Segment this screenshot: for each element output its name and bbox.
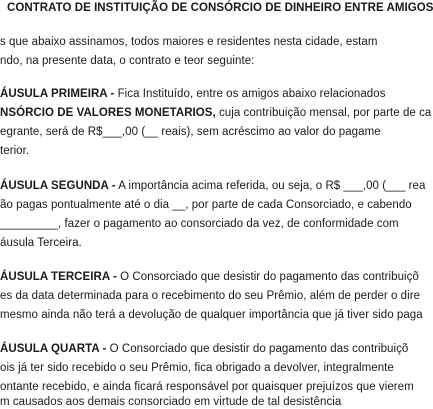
document-title: CONTRATO DE INSTITUIÇÃO DE CONSÓRCIO DE DINHEIRO ENTRE AMIGOS <box>7 2 433 14</box>
clause-3-heading: ÁUSULA TERCEIRA - <box>0 271 117 283</box>
clause-2-heading: ÁUSULA SEGUNDA - <box>0 180 116 192</box>
clause-2-text: A importância acima referida, ou seja, o R$ ___,00 (___ rea <box>115 180 426 192</box>
clause-1-line-2 <box>0 106 431 120</box>
intro-line-2: ndo, na presente data, o contrato e teor seguinte: <box>0 55 255 67</box>
clause-3-line-2: es da data determinada para o recebimento do seu Prêmio, além de perder o dire <box>0 290 421 302</box>
clause-1-text: cuja contribuição mensal, por parte de ca <box>215 107 432 119</box>
intro-line-1: s que abaixo assinamos, todos maiores e residentes nesta cidade, estam <box>0 36 378 48</box>
clause-3-line-1 <box>0 270 419 284</box>
clause-1-text: Fica Instituído, entre os amigos abaixo relacionados <box>114 88 386 100</box>
clause-1-heading: ÁUSULA PRIMEIRA - <box>0 88 115 100</box>
clause-1-line-1 <box>0 87 386 101</box>
clause-2-line-4: áusula Terceira. <box>0 237 82 249</box>
clause-1-line-4: terior. <box>0 145 30 157</box>
clause-1-bold-name: NSÓRCIO DE VALORES MONETARIOS, <box>0 107 216 119</box>
clause-2-line-1 <box>0 179 425 193</box>
clause-4-line-4: m causados aos demais consorciado em virtude de tal desistência <box>0 396 342 408</box>
clause-4-line-3: ontante recebido, e ainda ficará responsável por quaisquer prejuízos que vierem <box>0 381 414 393</box>
clause-2-line-2: ão pagas pontualmente até o dia __, por parte de cada Consorciado, e cabendo <box>0 199 412 211</box>
clause-4-line-1 <box>0 342 408 356</box>
clause-1-line-3: egrante, será de R$___,00 (__ reais), sem acréscimo ao valor do pagame <box>0 126 381 138</box>
clause-3-text: O Consorciado que desistir do pagamento das contribuiçõ <box>116 271 419 283</box>
clause-4-text: O Consorciado que desistir do pagamento das contribuiçõ <box>106 343 409 355</box>
clause-2-line-3: _________, fazer o pagamento ao consorciado da vez, de conformidade com <box>0 218 399 230</box>
clause-4-line-2: ois já ter sido recebido o seu Prêmio, fica obrigado a devolver, integralmente <box>0 362 394 374</box>
clause-4-heading: ÁUSULA QUARTA - <box>0 343 107 355</box>
clause-3-line-3: mesmo ainda não terá a devolução de qualquer importância que já tiver sido paga <box>0 309 423 321</box>
